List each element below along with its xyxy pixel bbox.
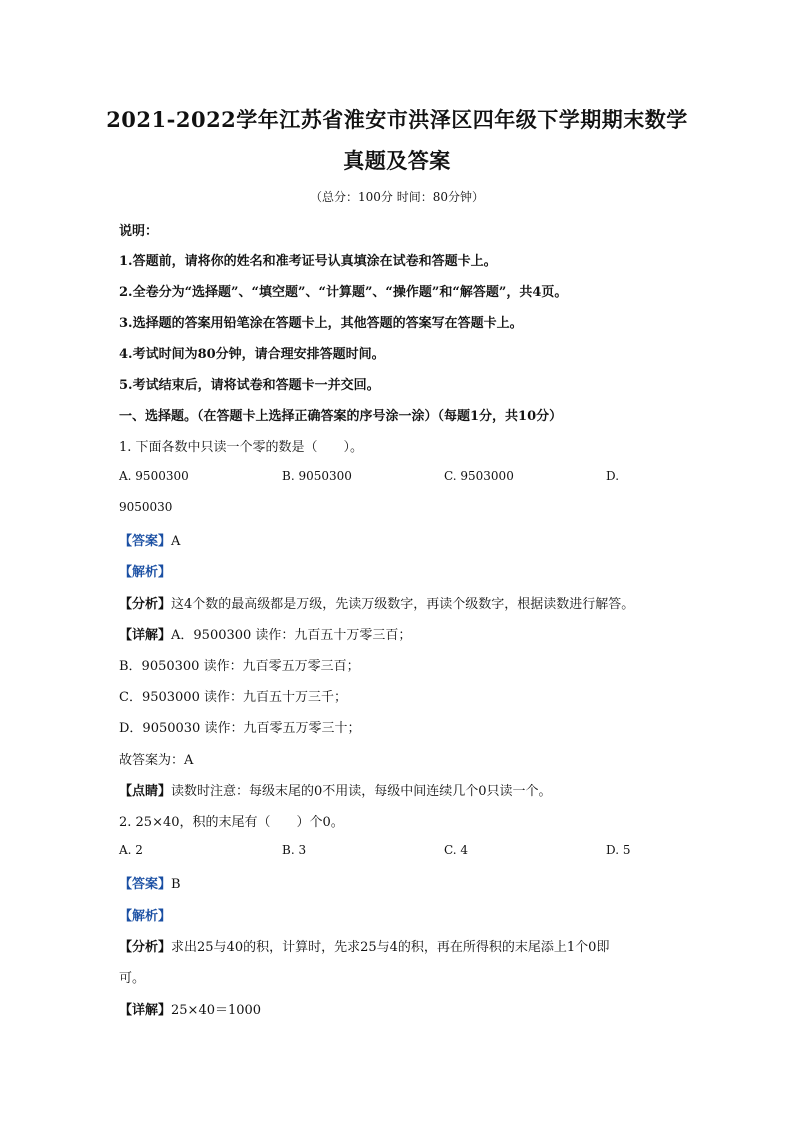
q1-answer-line <box>119 530 180 549</box>
q1-detail-line <box>119 624 411 643</box>
fenxi-tag: 【分析】 <box>119 940 172 955</box>
q1-option-d-value: 9050030 <box>119 500 173 514</box>
q2-option-d: D. 5 <box>606 843 631 857</box>
q1-detail-a: A．9500300 读作：九百五十万零三百； <box>171 628 412 643</box>
q1-detail-b: B．9050300 读作：九百零五万零三百； <box>119 659 360 674</box>
q2-detail-text: 25×40＝1000 <box>171 1003 262 1018</box>
q1-detail-d: D．9050030 读作：九百零五万零三十； <box>119 721 361 736</box>
q2-answer: B <box>171 877 181 892</box>
instruction-item: 1.答题前，请将你的姓名和准考证号认真填涂在试卷和答题卡上。 <box>119 254 497 269</box>
q1-conclusion: 故答案为：A <box>119 753 194 768</box>
q2-option-b: B. 3 <box>282 843 307 857</box>
q1-option-b: B. 9050300 <box>282 469 352 483</box>
q2-answer-line <box>119 873 181 892</box>
q1-option-c: C. 9503000 <box>444 469 514 483</box>
q1-fenxi-text: 这4个数的最高级都是万级，先读万级数字，再读个级数字，根据读数进行解答。 <box>171 597 635 612</box>
instruction-item: 3.选择题的答案用铅笔涂在答题卡上，其他答题的答案写在答题卡上。 <box>119 316 523 331</box>
instruction-item: 4.考试时间为80分钟，请合理安排答题时间。 <box>119 347 385 362</box>
instruction-item: 5.考试结束后，请将试卷和答题卡一并交回。 <box>119 378 380 393</box>
answer-tag: 【答案】 <box>119 534 172 549</box>
detail-tag: 【详解】 <box>119 628 172 643</box>
q2-analysis-heading <box>119 905 171 924</box>
q1-fenxi-line <box>119 593 634 612</box>
q2-option-c: C. 4 <box>444 843 469 857</box>
q2-detail-line <box>119 999 261 1018</box>
analysis-tag: 【解析】 <box>119 565 172 580</box>
instructions-heading: 说明： <box>119 224 159 239</box>
q1-dianjing-text: 读数时注意：每级末尾的0不用读，每级中间连续几个0只读一个。 <box>171 784 552 799</box>
q2-fenxi-continued: 可。 <box>119 971 146 986</box>
q1-dianjing-line <box>119 780 552 799</box>
dianjing-tag: 【点睛】 <box>119 784 172 799</box>
fenxi-tag: 【分析】 <box>119 597 172 612</box>
question-2-stem: 2. 25×40，积的末尾有（ ）个0。 <box>119 815 344 830</box>
q1-option-d: D. <box>606 469 620 483</box>
detail-tag: 【详解】 <box>119 1003 172 1018</box>
q1-analysis-heading <box>119 561 171 580</box>
analysis-tag: 【解析】 <box>119 909 172 924</box>
question-1-stem: 1. 下面各数中只读一个零的数是（ ）。 <box>119 440 364 455</box>
document-title-line1: 2021-2022学年江苏省淮安市洪泽区四年级下学期期末数学 <box>106 107 688 132</box>
q2-fenxi-text: 求出25与40的积，计算时，先求25与4的积，再在所得积的末尾添上1个0即 <box>171 940 610 955</box>
score-time-subtitle: （总分：100分 时间：80分钟） <box>310 190 484 204</box>
q1-detail-c: C．9503000 读作：九百五十万三千； <box>119 690 347 705</box>
q1-option-a: A. 9500300 <box>119 469 189 483</box>
q2-option-a: A. 2 <box>119 843 143 857</box>
instruction-item: 2.全卷分为“选择题”、“填空题”、“计算题”、“操作题”和“解答题”，共4页。 <box>119 285 568 300</box>
q2-fenxi-line <box>119 936 609 955</box>
document-title-line2: 真题及答案 <box>343 148 451 173</box>
answer-tag: 【答案】 <box>119 877 172 892</box>
q1-answer: A <box>171 534 181 549</box>
section-heading-choice: 一、选择题。（在答题卡上选择正确答案的序号涂一涂）（每题1分，共10分） <box>119 409 563 424</box>
